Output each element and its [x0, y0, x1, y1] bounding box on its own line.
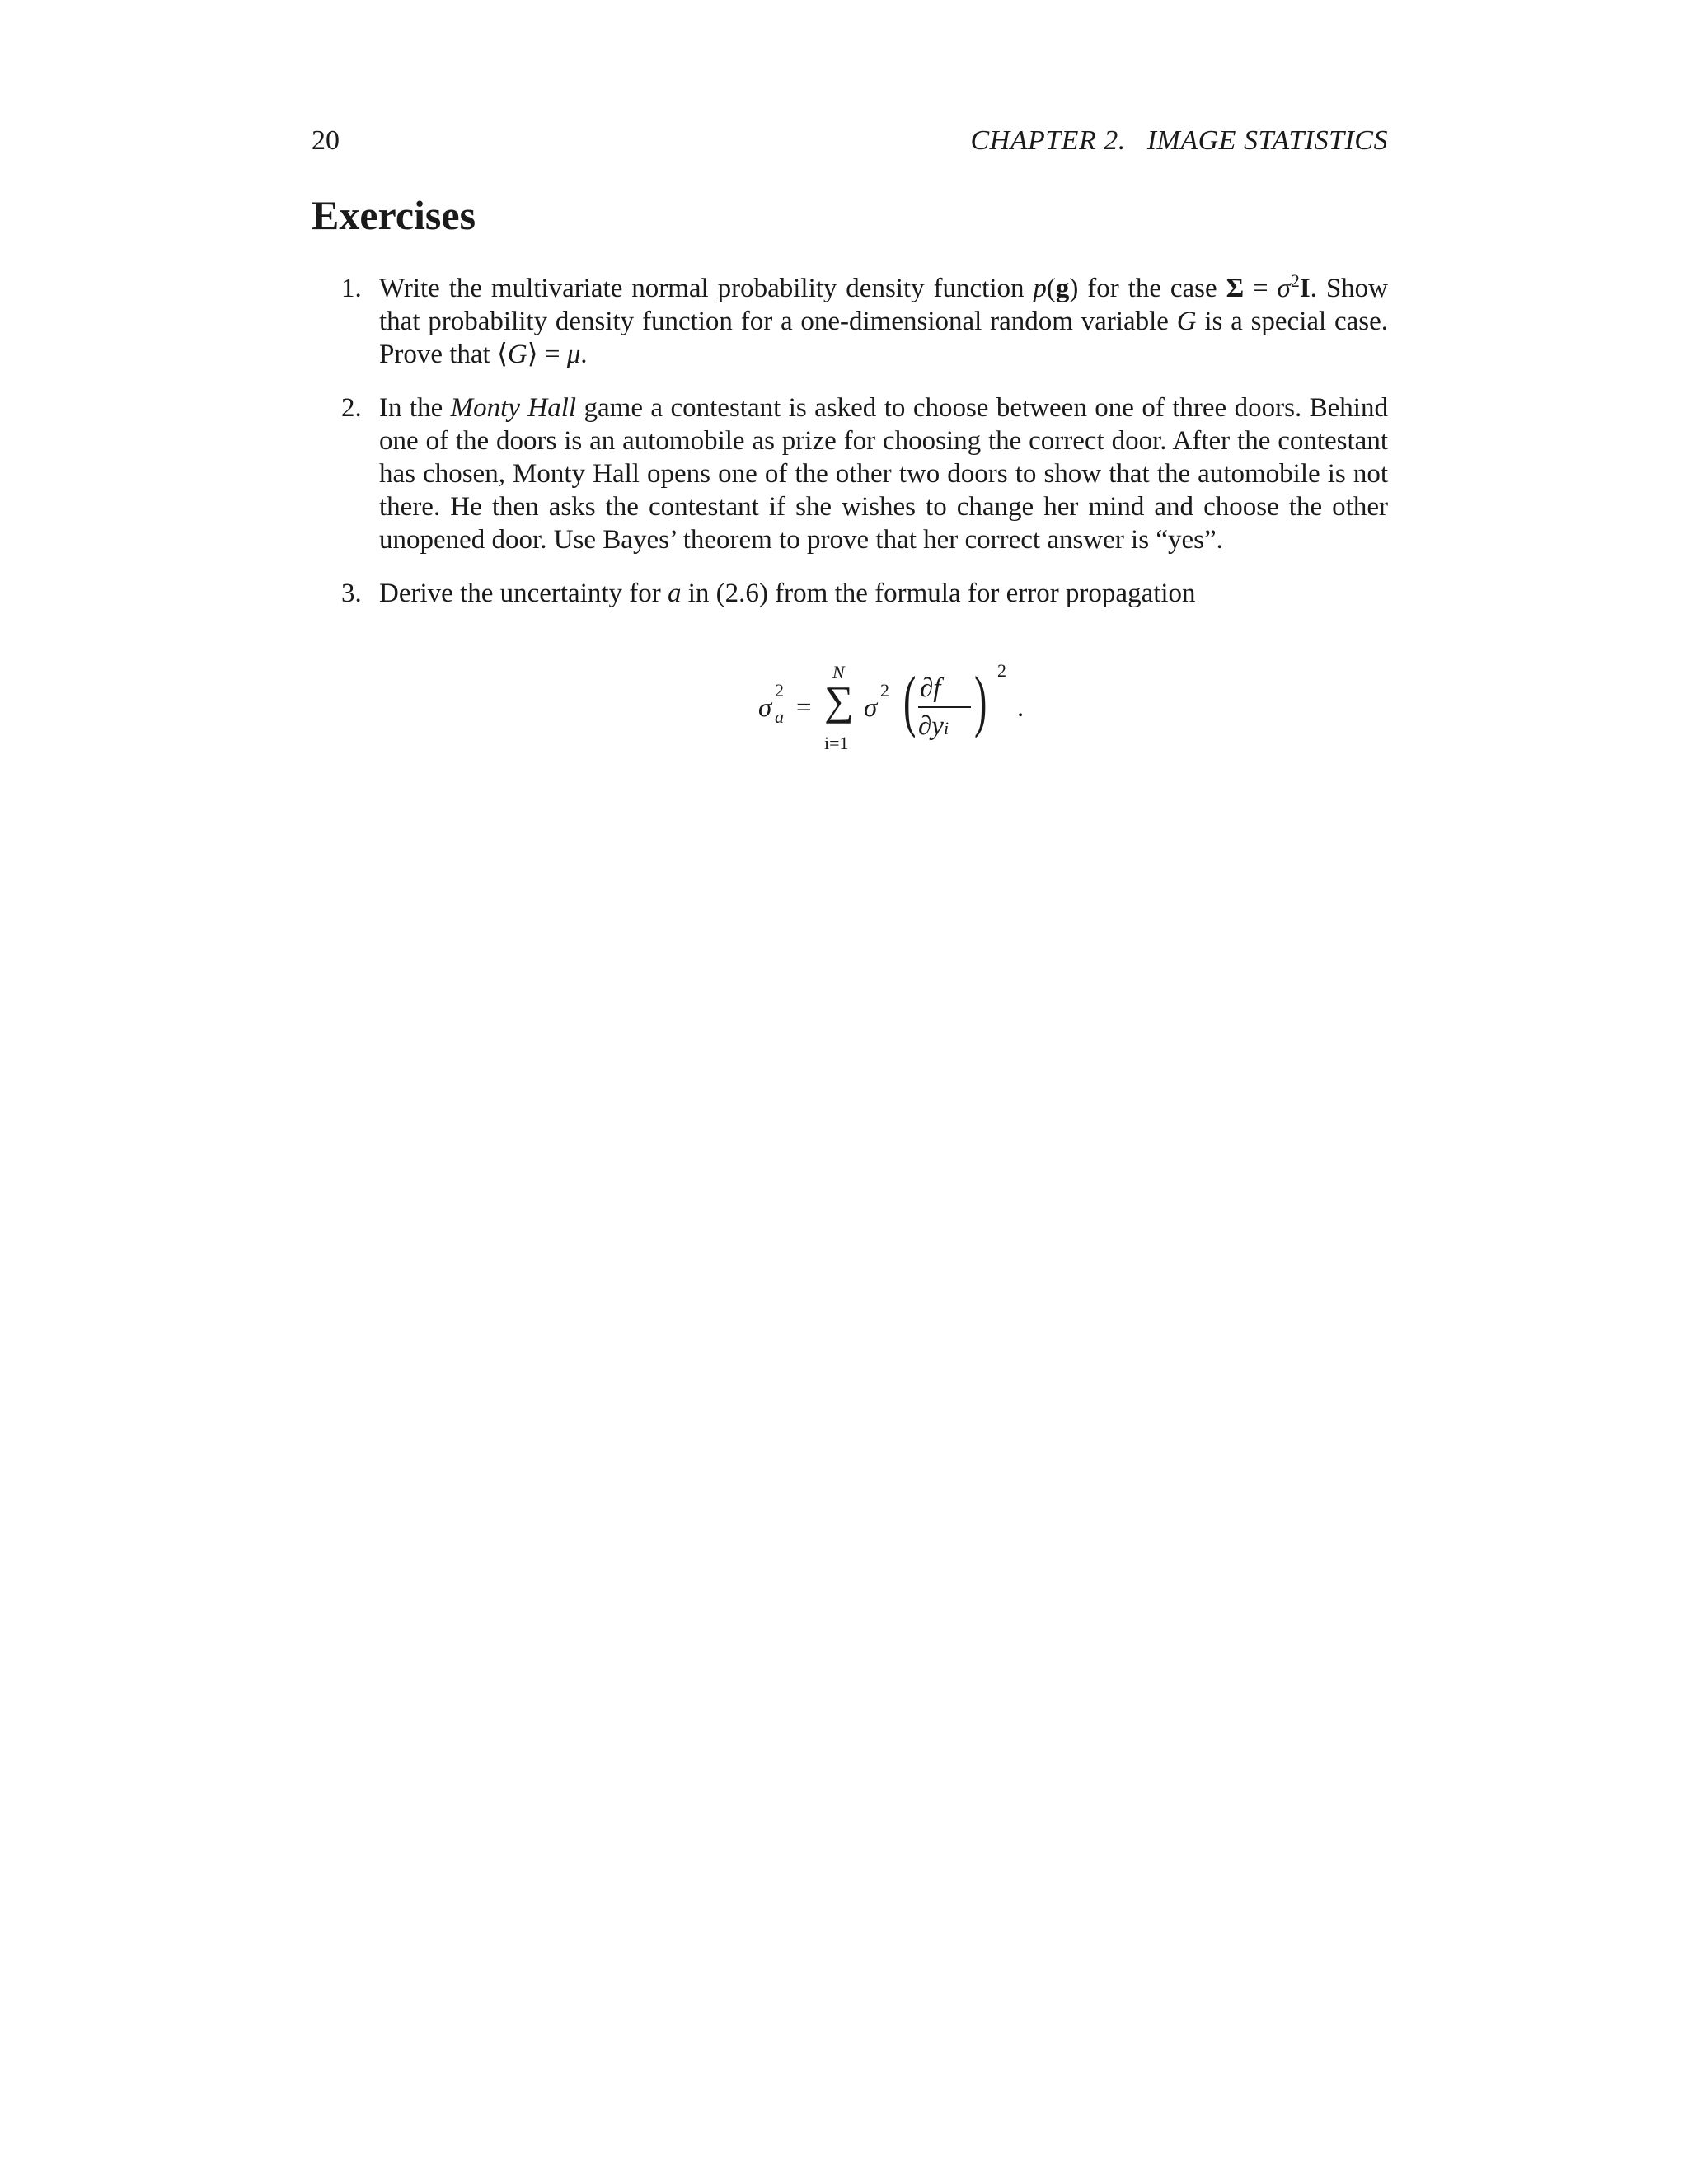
sum-upper-limit: N — [832, 662, 845, 682]
math-subscript: i — [943, 718, 950, 738]
exercise-number: 3. — [341, 579, 362, 608]
left-paren: ( — [903, 663, 917, 739]
summation-symbol: ∑ — [824, 677, 854, 724]
equals-sign: = — [796, 693, 812, 723]
math-symbol: G — [507, 340, 528, 369]
math-symbol: I — [1299, 274, 1311, 303]
exercise-item — [312, 272, 1388, 371]
text-run: in (2.6) from the formula for error propagation — [681, 579, 1196, 608]
running-head — [971, 125, 1389, 157]
math-symbol: ( — [1046, 274, 1056, 303]
text-run: . Show that probability density function for a one-dimensional random variable — [379, 274, 1389, 336]
equation-period: . — [1017, 693, 1025, 723]
math-symbol: = — [1244, 274, 1278, 303]
page-number: 20 — [312, 125, 340, 156]
math-symbol: μ — [566, 340, 581, 369]
fraction-denominator — [918, 711, 949, 742]
text-run: Write the multivariate normal probability density function — [379, 274, 1034, 303]
chapter-label: CHAPTER 2. — [970, 125, 1126, 156]
math-symbol: σ — [1277, 274, 1291, 303]
emphasis-text: Monty Hall — [450, 393, 577, 423]
fraction-bar — [918, 706, 971, 708]
text-run: In the — [379, 393, 451, 423]
exercise-number: 2. — [341, 393, 362, 423]
math-symbol: a — [668, 579, 682, 608]
right-paren: ) — [974, 663, 987, 739]
exercise-item — [312, 577, 1388, 610]
exercise-number: 1. — [341, 274, 362, 303]
section-title: Exercises — [312, 192, 476, 238]
text-run: game a contestant is asked to choose between one of three doors. Behind one of the doors is an automobile as prize for choosing the correct door. After the contestant has chosen, Monty Hall opens one of the other two doors to show that the automobile is not there. He then asks the contestant if she wishes to change her mind and choose the other unopened door. Use Bayes’ theorem to prove that her correct answer is “yes”. — [379, 393, 1388, 555]
math-symbol: σ — [758, 693, 772, 723]
chapter-title: IMAGE STATISTICS — [1146, 125, 1388, 156]
text-run: is a special case. Prove that ⟨ — [379, 307, 1388, 369]
math-superscript: 2 — [775, 680, 784, 701]
math-superscript: 2 — [1290, 270, 1300, 291]
page-header — [312, 125, 1388, 166]
exercise-text — [379, 272, 1388, 371]
math-subscript: a — [775, 706, 784, 727]
math-superscript: 2 — [880, 680, 889, 701]
text-run: Derive the uncertainty for — [379, 579, 668, 608]
exercise-list — [312, 272, 1388, 630]
math-symbol: ) — [1069, 274, 1079, 303]
math-symbol: ∂y — [918, 711, 944, 741]
error-propagation-equation — [742, 660, 1055, 771]
math-symbol: Σ — [1226, 274, 1245, 303]
fraction-numerator: ∂f — [920, 673, 941, 703]
text-run: ⟩ = — [527, 340, 567, 369]
text-run: for the case — [1078, 274, 1226, 303]
term-sigma — [864, 680, 889, 724]
outer-exponent: 2 — [997, 660, 1006, 681]
exercise-text — [379, 391, 1388, 556]
lhs-sigma — [758, 680, 784, 727]
math-symbol: g — [1055, 274, 1070, 303]
exercise-text — [379, 577, 1388, 610]
math-symbol: p — [1033, 274, 1047, 303]
sum-lower-limit: i=1 — [824, 733, 849, 753]
math-symbol: G — [1176, 307, 1197, 336]
exercise-item — [312, 391, 1388, 556]
text-run: . — [580, 340, 588, 369]
math-symbol: σ — [864, 693, 878, 723]
